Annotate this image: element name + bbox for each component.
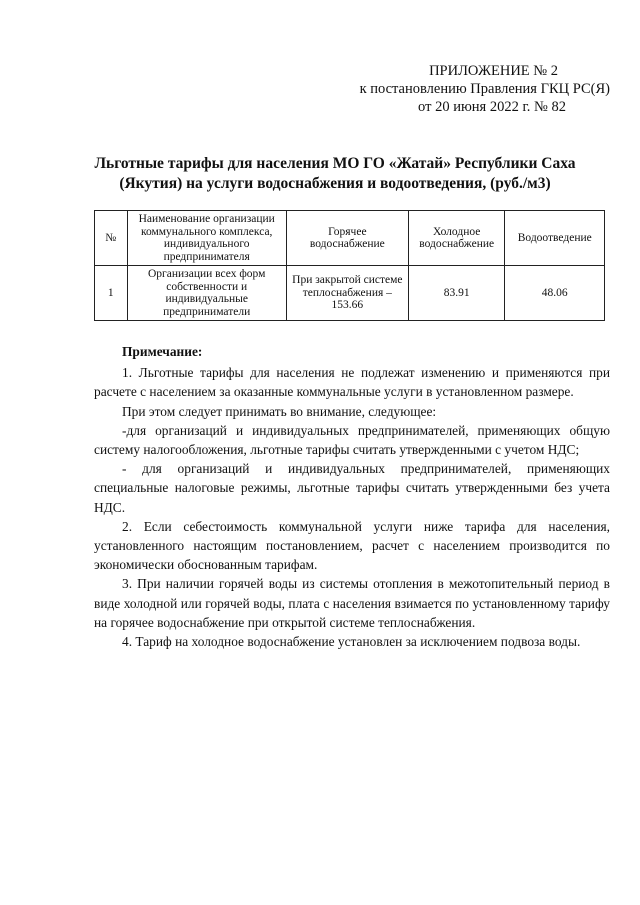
table-header-row bbox=[95, 211, 605, 266]
note-paragraph: При этом следует принимать во внимание, следующее: bbox=[122, 403, 437, 419]
column-header-hot-water: Горячее водоснабжение bbox=[286, 211, 408, 266]
appendix-number: ПРИЛОЖЕНИЕ № 2 bbox=[429, 63, 558, 79]
appendix-date: от 20 июня 2022 г. № 82 bbox=[418, 99, 566, 115]
table-row bbox=[95, 266, 605, 321]
note-paragraph: - для организаций и индивидуальных предпринимателей, применяющих специальные налоговые режимы, льготные тарифы считать утвержденными без учета НДС. bbox=[94, 461, 610, 515]
document-title-line-2: (Якутия) на услуги водоснабжения и водоотведения, (руб./м3) bbox=[119, 175, 551, 192]
column-header-organization: Наименование организации коммунального комплекса, индивидуального предпринимателя bbox=[127, 211, 286, 266]
appendix-header bbox=[360, 62, 610, 116]
cell-organization: Организации всех форм собственности и индивидуальные предприниматели bbox=[127, 266, 286, 321]
column-header-number: № bbox=[95, 211, 128, 266]
document-title bbox=[60, 154, 610, 194]
document-title-line-1: Льготные тарифы для населения МО ГО «Жатай» Республики Саха bbox=[94, 155, 576, 172]
notes-section bbox=[94, 342, 610, 651]
note-paragraph: 3. При наличии горячей воды из системы отопления в межотопительный период в виде холодной или горячей воды, плата с населения взимается по установленному тарифу на горячее водоснабжение при открытой системе теплоснабжения. bbox=[94, 576, 610, 630]
note-paragraph: 1. Льготные тарифы для населения не подлежат изменению и применяются при расчете с населением за оказанные коммунальные услуги в установленном размере. bbox=[94, 365, 610, 400]
appendix-resolution: к постановлению Правления ГКЦ РС(Я) bbox=[359, 81, 610, 97]
note-paragraph: 4. Тариф на холодное водоснабжение установлен за исключением подвоза воды. bbox=[122, 634, 581, 650]
cell-cold-water: 83.91 bbox=[408, 266, 505, 321]
note-paragraph: 2. Если себестоимость коммунальной услуги ниже тарифа для населения, установленного настоящим постановлением, расчет с населением производится по экономически обоснованным тарифам. bbox=[94, 518, 610, 573]
tariff-table bbox=[94, 210, 605, 321]
note-paragraph: -для организаций и индивидуальных предпринимателей, применяющих общую систему налогообложения, льготные тарифы считать утвержденными с учетом НДС; bbox=[94, 422, 610, 458]
notes-title: Примечание: bbox=[122, 344, 203, 359]
cell-wastewater: 48.06 bbox=[505, 266, 605, 321]
cell-number: 1 bbox=[95, 266, 128, 321]
column-header-cold-water: Холодное водоснабжение bbox=[408, 211, 505, 266]
column-header-wastewater: Водоотведение bbox=[505, 211, 605, 266]
cell-hot-water: При закрытой системе теплоснабжения – 153.66 bbox=[286, 266, 408, 321]
